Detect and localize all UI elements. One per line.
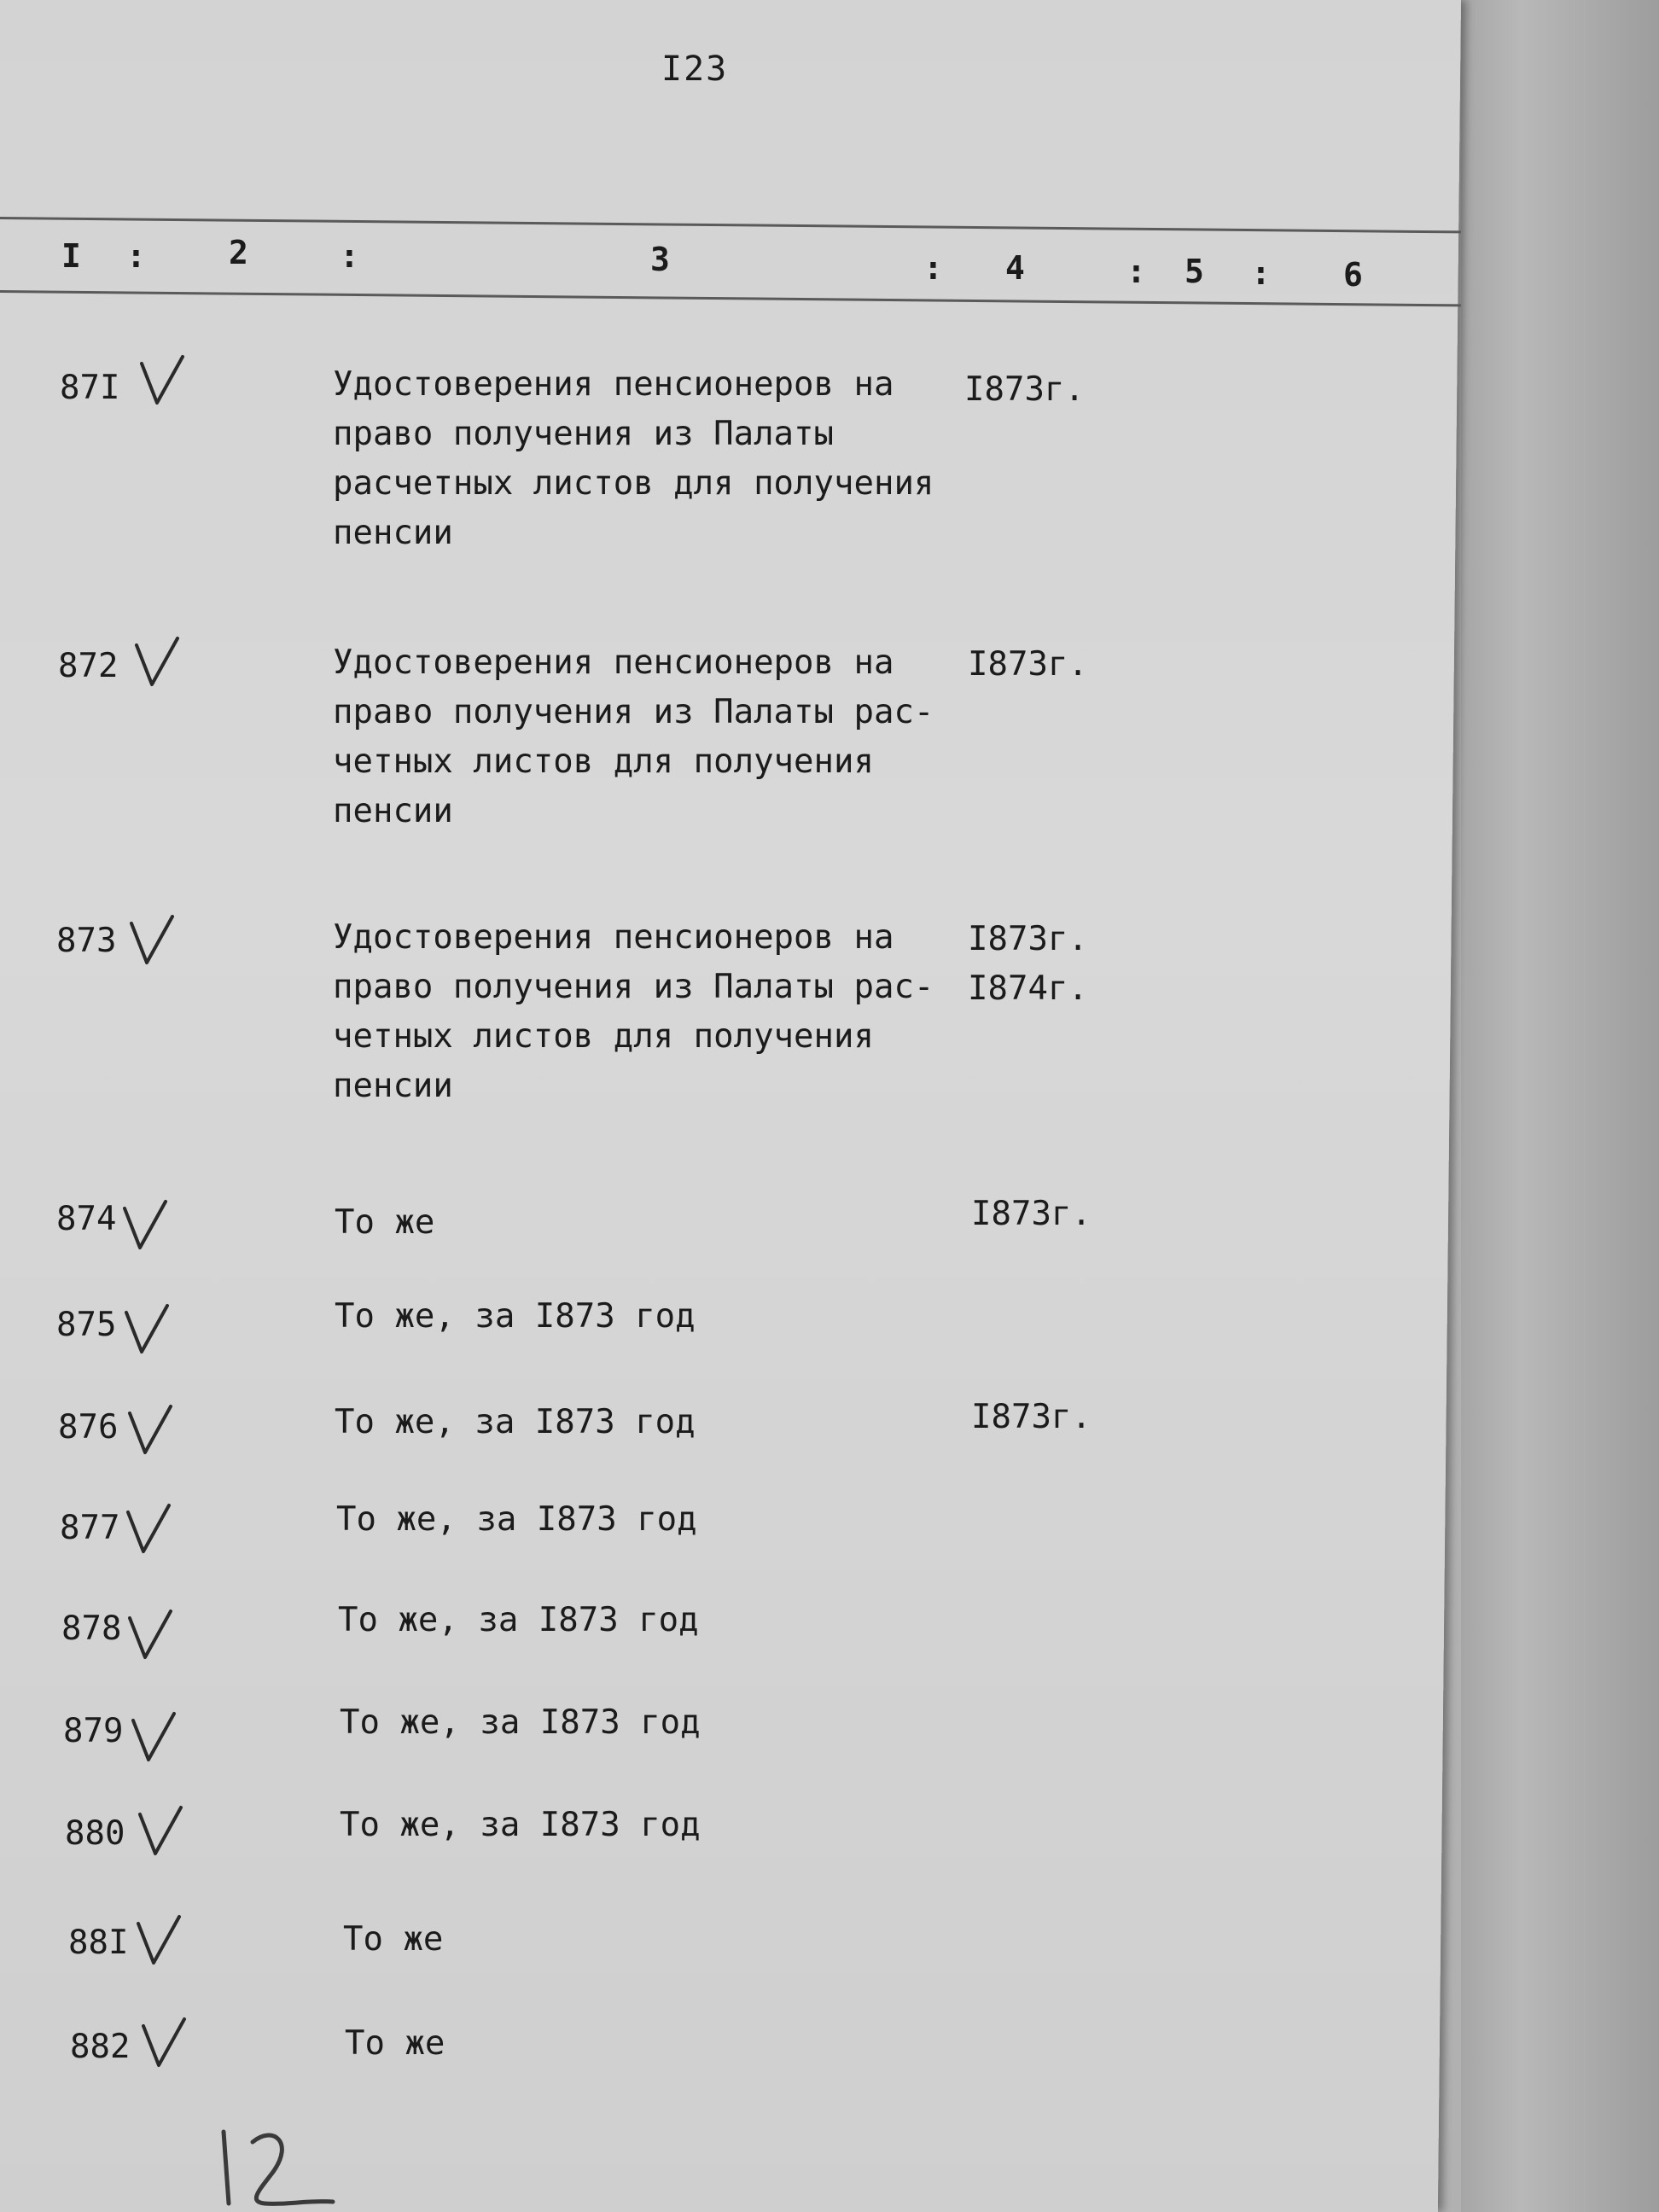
column-header-5: 5 xyxy=(1185,253,1204,290)
column-separator: : xyxy=(1126,253,1146,290)
entry-number: 877 xyxy=(60,1509,120,1547)
column-header-1: I xyxy=(61,237,81,275)
page-number: I23 xyxy=(661,49,729,89)
entry-number: 872 xyxy=(58,647,119,685)
underlying-sheet xyxy=(1461,0,1659,2212)
column-header-6: 6 xyxy=(1343,256,1363,294)
entry-description: То же, за I873 год xyxy=(336,1500,697,1539)
entry-description: То же xyxy=(343,1920,444,1959)
checkmark-icon xyxy=(126,1403,174,1459)
entry-description: Удостоверения пенсионеров на право получения из Палаты рас- четных листов для получения пенсии xyxy=(333,643,934,830)
column-separator: : xyxy=(340,237,359,275)
entry-date: I873г. xyxy=(971,1195,1091,1233)
checkmark-icon xyxy=(125,1502,172,1558)
column-header-4: 4 xyxy=(1005,249,1025,287)
entry-number: 876 xyxy=(58,1408,119,1447)
column-separator: : xyxy=(1251,254,1271,292)
entry-number: 873 xyxy=(56,922,117,960)
checkmark-icon xyxy=(135,1913,183,1970)
entry-description: То же xyxy=(335,1203,435,1242)
entry-number: 875 xyxy=(56,1306,117,1344)
entry-date: I873г. xyxy=(968,645,1088,684)
entry-number: 874 xyxy=(56,1200,117,1238)
entry-description: То же, за I873 год xyxy=(338,1601,699,1639)
column-separator: : xyxy=(923,249,943,287)
entry-description: Удостоверения пенсионеров на право получения из Палаты расчетных листов для получения пенсии xyxy=(333,365,934,552)
entry-date: I873г. xyxy=(964,370,1085,409)
checkmark-icon xyxy=(138,353,186,410)
entry-number: 878 xyxy=(61,1610,122,1648)
entry-date: I873г. I874г. xyxy=(968,920,1088,1008)
column-header-2: 2 xyxy=(229,234,248,271)
checkmark-icon xyxy=(130,1710,178,1767)
entry-number: 879 xyxy=(63,1712,124,1750)
column-separator: : xyxy=(126,237,146,275)
checkmark-icon xyxy=(137,1804,184,1860)
entry-description: То же, за I873 год xyxy=(335,1403,696,1441)
column-header-3: 3 xyxy=(650,241,670,278)
checkmark-icon xyxy=(128,913,176,969)
entry-description: То же xyxy=(345,2024,445,2063)
checkmark-icon xyxy=(140,2016,188,2072)
checkmark-icon xyxy=(123,1302,171,1359)
entry-description: Удостоверения пенсионеров на право получения из Палаты рас- четных листов для получения пенсии xyxy=(333,918,934,1105)
entry-number: 87I xyxy=(60,369,120,407)
entry-description: То же, за I873 год xyxy=(335,1297,696,1336)
checkmark-icon xyxy=(121,1198,169,1254)
entry-number: 88I xyxy=(68,1924,129,1962)
handwritten-scribble-icon xyxy=(213,2125,341,2210)
entry-description: То же, за I873 год xyxy=(340,1806,701,1844)
entry-date: I873г. xyxy=(971,1398,1091,1436)
checkmark-icon xyxy=(133,635,181,691)
entry-number: 880 xyxy=(65,1814,125,1853)
entry-description: То же, за I873 год xyxy=(340,1703,701,1742)
entry-number: 882 xyxy=(70,2028,131,2066)
checkmark-icon xyxy=(126,1608,174,1664)
